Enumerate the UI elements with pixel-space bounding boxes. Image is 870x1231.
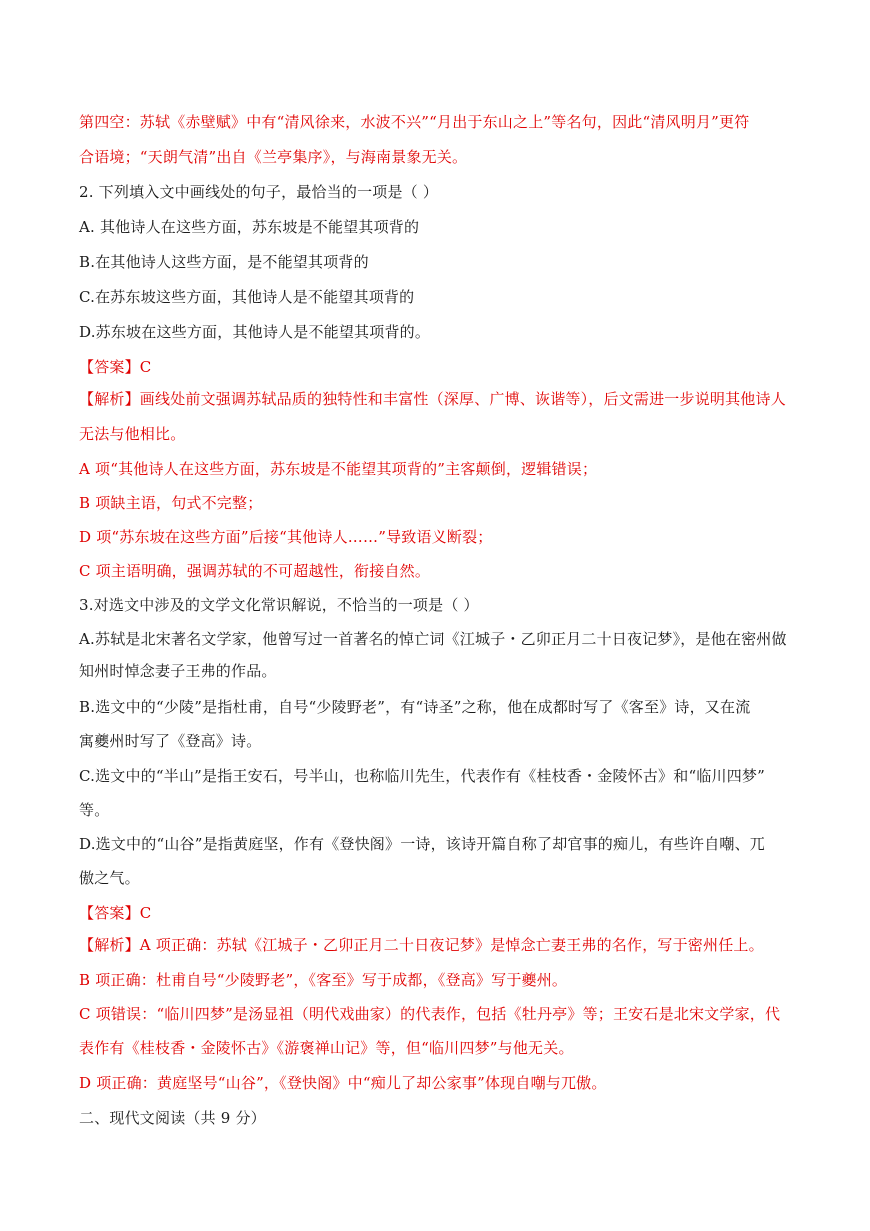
question-2-option-d: D.苏东坡在这些方面，其他诗人是不能望其项背的。 — [79, 323, 431, 341]
question-2-analysis: 【解析】画线处前文强调苏轼品质的独特性和丰富性（深厚、广博、诙谐等），后文需进一步说明其他诗人 — [79, 390, 786, 408]
question-3-analysis-c-cont: 表作有《桂枝香・金陵怀古》《游褒禅山记》等，但“临川四梦”与他无关。 — [79, 1039, 574, 1057]
question-2-option-a: A. 其他诗人在这些方面，苏东坡是不能望其项背的 — [79, 218, 420, 236]
question-3-analysis-a: 【解析】A 项正确：苏轼《江城子・乙卯正月二十日夜记梦》是悼念亡妻王弗的名作，写于密州任上。 — [79, 936, 764, 954]
question-3-answer: 【答案】C — [79, 904, 152, 922]
question-3-option-c: C.选文中的“半山”是指王安石，号半山，也称临川先生，代表作有《桂枝香・金陵怀古》和“临川四梦” — [79, 767, 765, 785]
question-2-analysis-d: D 项“苏东坡在这些方面”后接“其他诗人……”导致语义断裂； — [79, 528, 493, 546]
question-3-option-a-cont: 知州时悼念妻子王弗的作品。 — [79, 662, 277, 680]
question-2-analysis-b: B 项缺主语，句式不完整； — [79, 494, 263, 512]
question-2-analysis-a: A 项“其他诗人在这些方面，苏东坡是不能望其项背的”主客颠倒，逻辑错误； — [79, 460, 598, 478]
question-2-option-c: C.在苏东坡这些方面，其他诗人是不能望其项背的 — [79, 288, 415, 306]
question-3-option-d: D.选文中的“山谷”是指黄庭坚，作有《登快阁》一诗，该诗开篇自称了却官事的痴儿，有些许自嘲、兀 — [79, 835, 766, 853]
question-3-option-d-cont: 傲之气。 — [79, 869, 140, 887]
question-3-stem: 3.对选文中涉及的文学文化常识解说，不恰当的一项是（ ） — [79, 596, 479, 614]
question-2-analysis-cont: 无法与他相比。 — [79, 425, 186, 443]
question-2-option-b: B.在其他诗人这些方面，是不能望其项背的 — [79, 253, 369, 271]
analysis-line-fourth-blank-cont: 合语境；“天朗气清”出自《兰亭集序》，与海南景象无关。 — [79, 148, 468, 166]
question-3-analysis-c: C 项错误：“临川四梦”是汤显祖（明代戏曲家）的代表作，包括《牡丹亭》等；王安石是北宋文学家，代 — [79, 1005, 781, 1023]
question-2-stem: 2. 下列填入文中画线处的句子，最恰当的一项是（ ） — [79, 183, 439, 201]
question-3-option-c-cont: 等。 — [79, 801, 110, 819]
section-heading-modern-reading: 二、现代文阅读（共 9 分） — [79, 1109, 266, 1127]
question-3-analysis-d: D 项正确：黄庭坚号“山谷”，《登快阁》中“痴儿了却公家事”体现自嘲与兀傲。 — [79, 1074, 607, 1092]
question-2-analysis-c: C 项主语明确，强调苏轼的不可超越性，衔接自然。 — [79, 562, 431, 580]
question-2-answer: 【答案】C — [79, 358, 152, 376]
analysis-line-fourth-blank: 第四空：苏轼《赤壁赋》中有“清风徐来，水波不兴”“月出于东山之上”等名句，因此“清风明月”更符 — [79, 113, 750, 131]
question-3-analysis-b: B 项正确：杜甫自号“少陵野老”，《客至》写于成都，《登高》写于夔州。 — [79, 971, 568, 989]
question-3-option-a: A.苏轼是北宋著名文学家，他曾写过一首著名的悼亡词《江城子・乙卯正月二十日夜记梦》，是他在密州做 — [79, 630, 787, 648]
question-3-option-b: B.选文中的“少陵”是指杜甫，自号“少陵野老”，有“诗圣”之称，他在成都时写了《客至》诗，又在流 — [79, 698, 751, 716]
question-3-option-b-cont: 寓夔州时写了《登高》诗。 — [79, 732, 262, 750]
